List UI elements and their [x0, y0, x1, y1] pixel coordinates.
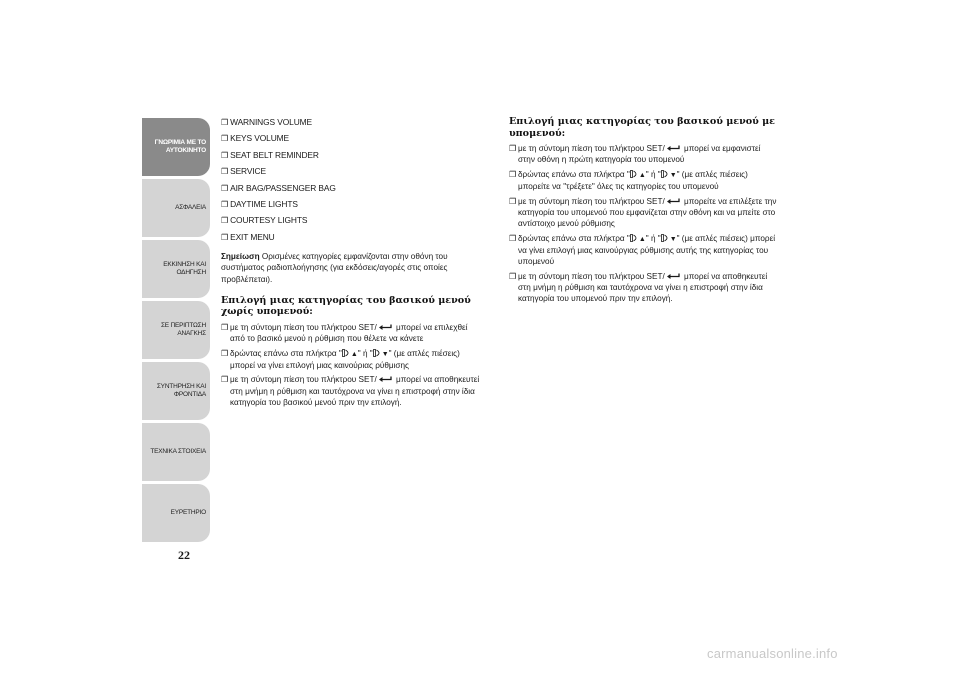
- list-item: [221, 229, 481, 245]
- list-item: [509, 233, 779, 268]
- step-text: δρώντας επάνω στα πλήκτρα ": [518, 233, 630, 243]
- tab-label: ΣΕ ΠΕΡΙΠΤΩΣΗ ΑΝΑΓΚΗΣ: [160, 322, 206, 337]
- section-title-with-submenu: Επιλογή μιας κατηγορίας του βασικού μενού με υπομενού:: [509, 116, 775, 139]
- checkbox-bullet-icon: ❒: [221, 150, 229, 160]
- list-item: [509, 143, 779, 165]
- tab-label: ΓΝΩΡΙΜΙΑ ΜΕ ΤΟ ΑΥΤΟΚΙΝΗΤΟ: [154, 139, 206, 154]
- up-arrow-icon: ▲: [638, 235, 646, 243]
- watermark: carmanualsonline.info: [707, 646, 838, 661]
- step-text: " ή ": [645, 169, 661, 179]
- step-text: με τη σύντομη πίεση του πλήκτρου SET/: [230, 322, 377, 332]
- note-paragraph: [221, 251, 481, 285]
- tab-technical-data[interactable]: [142, 423, 210, 481]
- enter-key-icon: [378, 376, 393, 383]
- checkbox-bullet-icon: ❒: [221, 232, 229, 242]
- step-text: μπορεί να επιλεχθεί από το βασικό μενού η ρύθμιση που θέλετε να κάνετε: [230, 322, 468, 343]
- step-text: δρώντας επάνω στα πλήκτρα ": [230, 348, 342, 358]
- tab-emergency[interactable]: [142, 301, 210, 359]
- menu-item-text: AIR BAG/PASSENGER BAG: [230, 182, 336, 193]
- step-text: με τη σύντομη πίεση του πλήκτρου SET/: [518, 271, 665, 281]
- checkbox-bullet-icon: ❒: [221, 322, 229, 332]
- menu-item-text: SERVICE: [230, 166, 266, 177]
- enter-key-icon: [666, 145, 681, 152]
- checkbox-bullet-icon: ❒: [221, 183, 229, 193]
- steering-control-icon: [661, 234, 670, 242]
- down-arrow-icon: ▼: [669, 171, 677, 179]
- checkbox-bullet-icon: ❒: [509, 144, 517, 153]
- list-item: [221, 196, 481, 212]
- menu-item-text: DAYTIME LIGHTS: [230, 198, 298, 209]
- step-text: " (με απλές πιέσεις) μπορεί να γίνει επιλογή μιας καινούργιας ρύθμισης αυτής της κατηγορίας του υπομενού: [518, 233, 776, 266]
- right-column: [509, 114, 779, 308]
- list-item: [221, 147, 481, 163]
- list-item: [221, 374, 481, 408]
- step-text: με τη σύντομη πίεση του πλήκτρου SET/: [518, 196, 665, 206]
- list-item: [221, 163, 481, 179]
- left-column: [221, 114, 481, 411]
- menu-item-text: SEAT BELT REMINDER: [230, 149, 319, 160]
- list-item: [509, 271, 779, 305]
- step-text: με τη σύντομη πίεση του πλήκτρου SET/: [518, 144, 665, 153]
- tab-label: ΕΚΚΙΝΗΣΗ ΚΑΙ ΟΔΗΓΗΣΗ: [163, 261, 206, 276]
- checkbox-bullet-icon: ❒: [221, 167, 229, 177]
- tab-label: ΕΥΡΕΤΗΡΙΟ: [170, 509, 206, 516]
- list-item: [221, 322, 481, 344]
- tab-getting-to-know[interactable]: [142, 118, 210, 176]
- list-item: [221, 180, 481, 196]
- down-arrow-icon: ▼: [381, 350, 389, 358]
- enter-key-icon: [666, 198, 681, 205]
- checkbox-bullet-icon: ❒: [221, 216, 229, 226]
- checkbox-bullet-icon: ❒: [221, 348, 229, 358]
- tab-label: ΣΥΝΤΗΡΗΣΗ ΚΑΙ ΦΡΟΝΤΙΔΑ: [156, 383, 206, 398]
- list-item: [221, 212, 481, 228]
- checkbox-bullet-icon: ❒: [509, 271, 517, 281]
- up-arrow-icon: ▲: [350, 350, 358, 358]
- note-text: Ορισμένες κατηγορίες εμφανίζονται στην οθόνη του συστήματος ραδιοπλοήγησης (για εκδόσεις/αγορές στις οποίες προβλέπεται).: [221, 252, 448, 284]
- menu-item-text: KEYS VOLUME: [230, 133, 290, 144]
- steering-control-icon: [630, 170, 639, 178]
- list-item: [221, 114, 481, 130]
- list-item: [221, 348, 481, 371]
- tab-label: ΑΣΦΑΛΕΙΑ: [175, 204, 206, 211]
- tab-index[interactable]: [142, 484, 210, 542]
- menu-item-text: COURTESY LIGHTS: [230, 215, 308, 226]
- step-text: " ή ": [357, 348, 373, 358]
- steps-list-no-submenu: [221, 322, 481, 408]
- down-arrow-icon: ▼: [669, 235, 677, 243]
- steering-control-icon: [661, 170, 670, 178]
- tab-maintenance[interactable]: [142, 362, 210, 420]
- up-arrow-icon: ▲: [638, 171, 646, 179]
- section-title-no-submenu: Επιλογή μιας κατηγορίας του βασικού μενού χωρίς υπομενού:: [221, 294, 471, 318]
- list-item: [221, 130, 481, 146]
- checkbox-bullet-icon: ❒: [509, 233, 517, 243]
- tab-label: ΤΕΧΝΙΚΑ ΣΤΟΙΧΕΙΑ: [150, 448, 206, 455]
- list-item: [509, 169, 779, 192]
- tab-starting-driving[interactable]: [142, 240, 210, 298]
- enter-key-icon: [666, 273, 681, 280]
- menu-item-text: WARNINGS VOLUME: [230, 117, 313, 127]
- steering-control-icon: [373, 349, 382, 357]
- step-text: " (με απλές πιέσεις) μπορείτε να "τρέξετε" όλες τις κατηγορίες του υπομενού: [518, 169, 748, 191]
- list-item: [509, 196, 779, 230]
- checkbox-bullet-icon: ❒: [509, 169, 517, 179]
- step-text: μπορεί να αποθηκευτεί στη μνήμη η ρύθμιση και ταυτόχρονα να γίνει η επιστροφή στην ίδια κατηγορία του υπομενού πριν την επιλογή.: [518, 271, 768, 303]
- menu-item-text: EXIT MENU: [230, 231, 275, 242]
- checkbox-bullet-icon: ❒: [221, 199, 229, 209]
- checkbox-bullet-icon: ❒: [221, 375, 229, 385]
- menu-items-list: [221, 114, 481, 245]
- page-number: 22: [178, 548, 190, 562]
- checkbox-bullet-icon: ❒: [509, 196, 517, 206]
- checkbox-bullet-icon: ❒: [221, 118, 229, 127]
- tab-safety[interactable]: [142, 179, 210, 237]
- chapter-sidebar: [142, 118, 210, 545]
- step-text: " ή ": [645, 233, 661, 243]
- enter-key-icon: [378, 324, 393, 331]
- steering-control-icon: [342, 349, 351, 357]
- step-text: με τη σύντομη πίεση του πλήκτρου SET/: [230, 375, 377, 385]
- step-text: " (με απλές πιέσεις) μπορεί να γίνει επιλογή μιας καινούριας ρύθμισης: [230, 348, 460, 370]
- checkbox-bullet-icon: ❒: [221, 134, 229, 144]
- step-text: μπορείτε να επιλέξετε την κατηγορία του υπομενού που εμφανίζεται στην οθόνη και να μπείτε στο αντίστοιχο μενού ρύθμισης: [518, 196, 777, 228]
- step-text: μπορεί να εμφανιστεί στην οθόνη η πρώτη κατηγορία του υπομενού: [518, 144, 761, 165]
- note-label: Σημείωση: [221, 252, 260, 262]
- steps-list-with-submenu: [509, 143, 779, 304]
- step-text: μπορεί να αποθηκευτεί στη μνήμη η ρύθμιση και ταυτόχρονα να γίνει η επιστροφή στην ίδια κατηγορία του βασικού μενού πριν την επιλογή.: [230, 375, 480, 407]
- step-text: δρώντας επάνω στα πλήκτρα ": [518, 169, 630, 179]
- steering-control-icon: [630, 234, 639, 242]
